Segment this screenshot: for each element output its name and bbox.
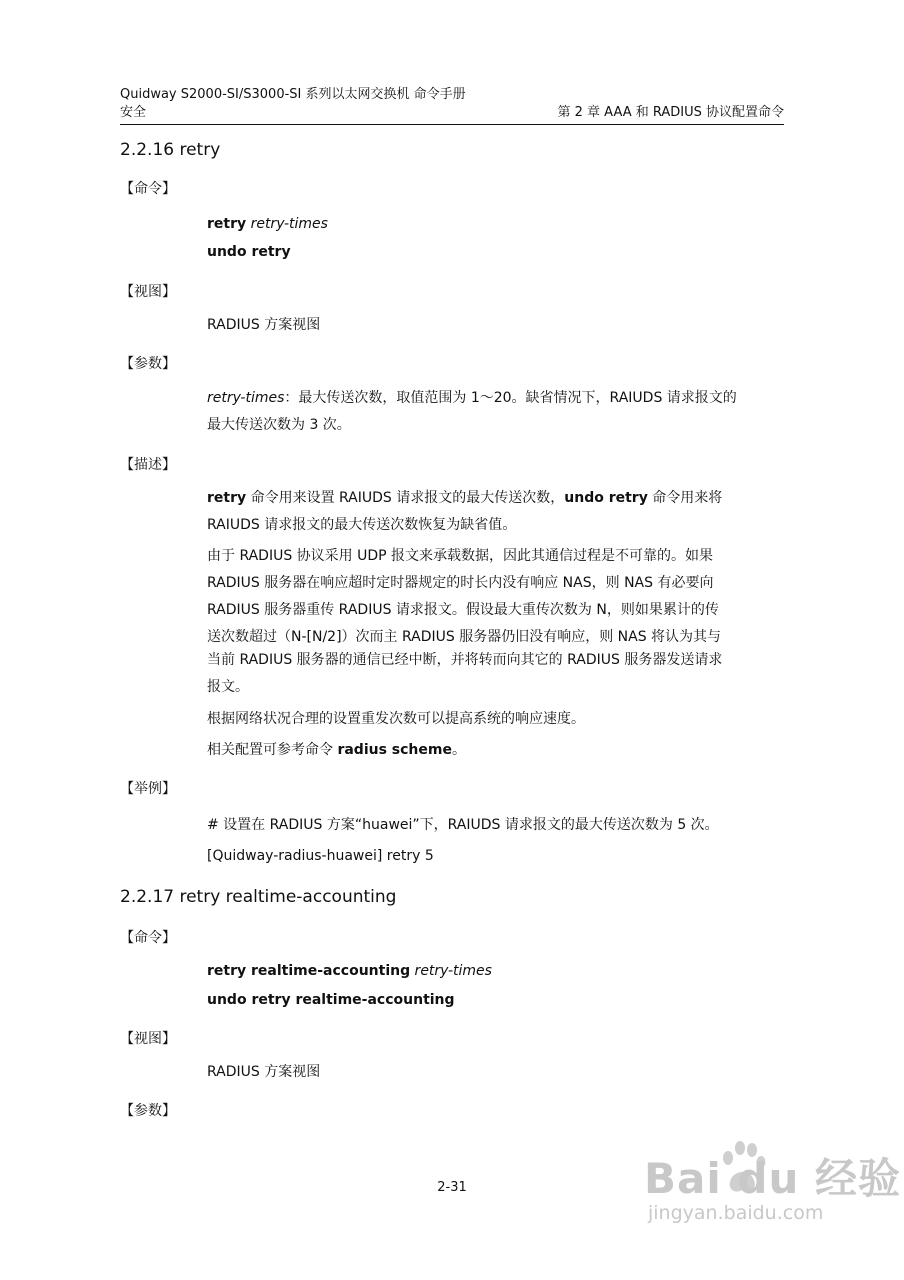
desc-keyword-undo-retry: undo retry bbox=[564, 490, 648, 506]
description-line-3: 由于 RADIUS 协议采用 UDP 报文来承载数据，因此其通信过程是不可靠的。如果 bbox=[207, 548, 714, 564]
header-product: Quidway S2000-SI/S3000-SI 系列以太网交换机 命令手册 bbox=[120, 87, 466, 102]
description-line-8: 报文。 bbox=[207, 679, 249, 695]
command-argument: retry-times bbox=[410, 963, 492, 979]
header-rule bbox=[120, 124, 784, 125]
desc-text: 相关配置可参考命令 bbox=[207, 742, 338, 758]
view-label: 【视图】 bbox=[120, 284, 176, 300]
param-name: retry-times bbox=[207, 390, 285, 406]
params-label: 【参数】 bbox=[120, 356, 176, 372]
description-line-4: RADIUS 服务器在响应超时定时器规定的时长内没有响应 NAS，则 NAS 有必要向 bbox=[207, 575, 714, 591]
watermark-url: jingyan.baidu.com bbox=[648, 1202, 824, 1224]
command-syntax bbox=[207, 961, 492, 981]
example-label: 【举例】 bbox=[120, 781, 176, 797]
description-line-2: RAIUDS 请求报文的最大传送次数恢复为缺省值。 bbox=[207, 517, 517, 533]
desc-keyword-radius-scheme: radius scheme bbox=[337, 742, 452, 758]
command-label: 【命令】 bbox=[120, 181, 176, 197]
description-line-7: 当前 RADIUS 服务器的通信已经中断，并将转而向其它的 RADIUS 服务器发送请求 bbox=[207, 652, 723, 668]
command-label: 【命令】 bbox=[120, 930, 176, 946]
header-chapter: 第 2 章 AAA 和 RADIUS 协议配置命令 bbox=[557, 105, 784, 120]
command-argument: retry-times bbox=[246, 216, 328, 232]
description-label: 【描述】 bbox=[120, 457, 176, 473]
example-comment: # 设置在 RADIUS 方案“huawei”下，RAIUDS 请求报文的最大传送次数为 5 次。 bbox=[207, 817, 719, 833]
description-line-9: 根据网络状况合理的设置重发次数可以提高系统的响应速度。 bbox=[207, 711, 585, 727]
undo-command-syntax: undo retry bbox=[207, 244, 291, 260]
command-keyword: retry realtime-accounting bbox=[207, 963, 411, 979]
header-volume: 安全 bbox=[120, 105, 147, 120]
description-line-6: 送次数超过（N-[N/2]）次而主 RADIUS 服务器仍旧没有响应，则 NAS 将认为其与 bbox=[207, 629, 722, 645]
params-label: 【参数】 bbox=[120, 1103, 176, 1119]
watermark-logo: Bai du 经验 bbox=[644, 1154, 901, 1203]
example-command: [Quidway-radius-huawei] retry 5 bbox=[207, 848, 434, 864]
page-number: 2-31 bbox=[437, 1180, 467, 1195]
description-line-1 bbox=[207, 488, 722, 508]
view-text: RADIUS 方案视图 bbox=[207, 317, 321, 333]
command-keyword: retry bbox=[207, 216, 247, 232]
view-text: RADIUS 方案视图 bbox=[207, 1064, 321, 1080]
desc-keyword-retry: retry bbox=[207, 490, 247, 506]
desc-text: 。 bbox=[451, 742, 466, 758]
desc-text: 命令用来将 bbox=[647, 490, 723, 506]
param-line-2: 最大传送次数为 3 次。 bbox=[207, 417, 351, 433]
command-syntax bbox=[207, 214, 328, 234]
description-line-5: RADIUS 服务器重传 RADIUS 请求报文。假设最大重传次数为 N，则如果累计的传 bbox=[207, 602, 719, 618]
undo-command-syntax: undo retry realtime-accounting bbox=[207, 992, 455, 1008]
param-line-1 bbox=[207, 388, 737, 408]
baidu-jingyan-watermark bbox=[640, 1138, 901, 1248]
description-line-10 bbox=[207, 740, 466, 760]
view-label: 【视图】 bbox=[120, 1031, 176, 1047]
section-title-retry: 2.2.16 retry bbox=[120, 140, 221, 160]
section-title-retry-realtime-accounting: 2.2.17 retry realtime-accounting bbox=[120, 887, 397, 907]
param-text: ：最大传送次数，取值范围为 1～20。缺省情况下，RAIUDS 请求报文的 bbox=[284, 390, 737, 406]
desc-text: 命令用来设置 RAIUDS 请求报文的最大传送次数， bbox=[246, 490, 565, 506]
